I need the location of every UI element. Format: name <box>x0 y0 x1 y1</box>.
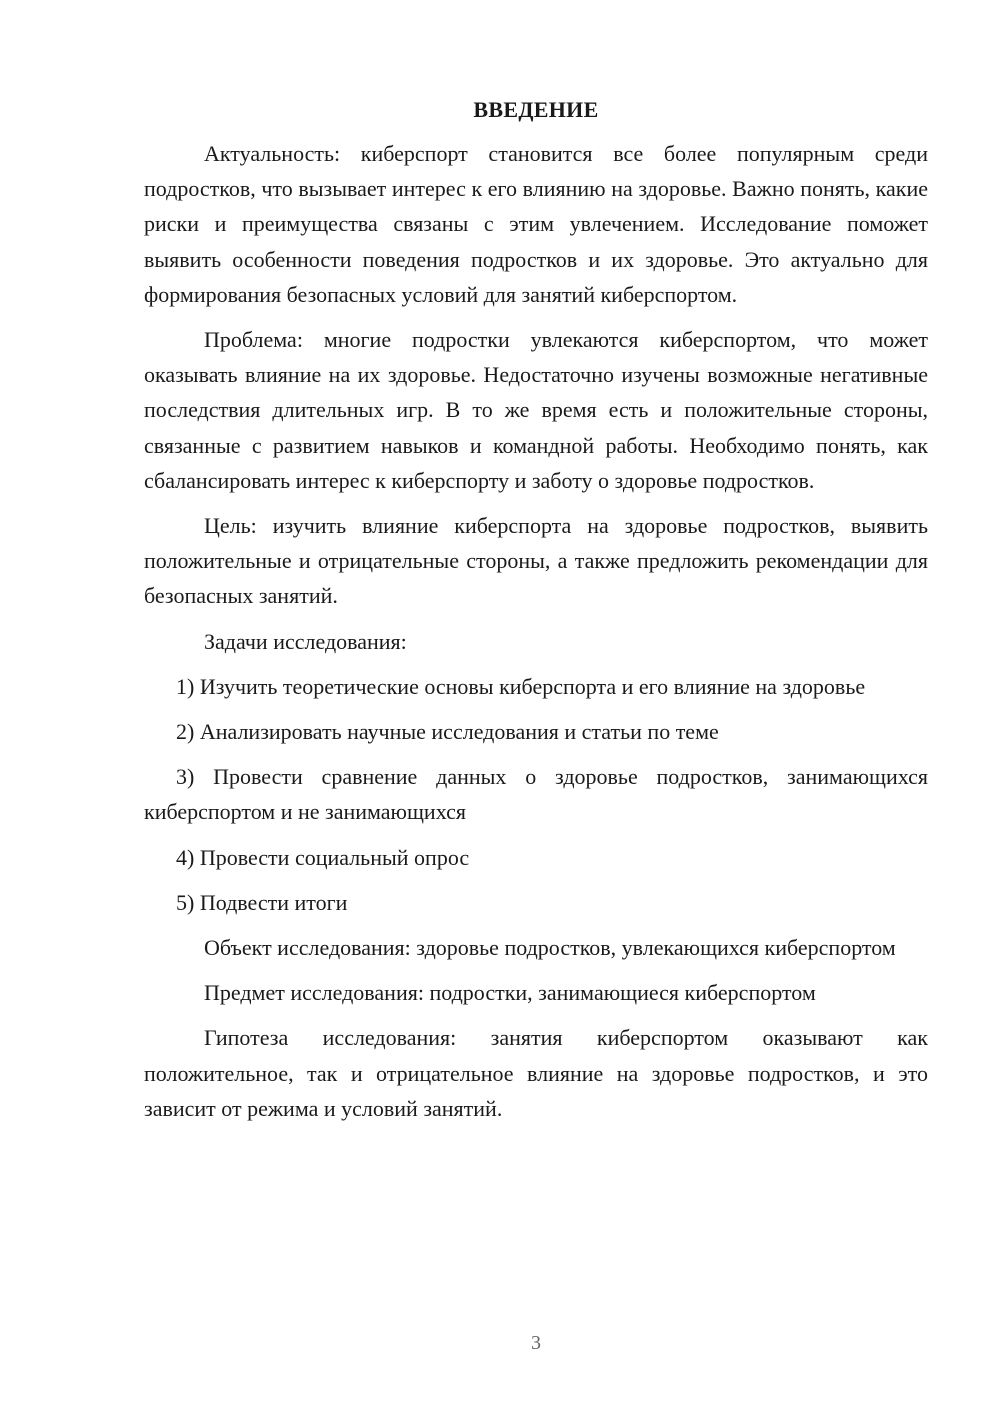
task-item: 2) Анализировать научные исследования и статьи по теме <box>176 719 719 745</box>
task-item: 1) Изучить теоретические основы киберспорта и его влияние на здоровье <box>176 673 866 699</box>
object-paragraph: Объект исследования: здоровье подростков, увлекающихся киберспортом <box>204 935 896 961</box>
task-item: 5) Подвести итоги <box>176 889 348 915</box>
problem-paragraph: Проблема: многие подростки увлекаются киберспортом, что может оказывать влияние на их здоровье. Недостаточно изучены возможные негативные последствия длительных игр. В то же время есть и положительные стороны, связанные с развитием навыков и командной работы. Необходимо понять, как сбалансировать интерес к киберспорту и заботу о здоровье подростков. <box>144 327 928 493</box>
page-content <box>144 94 928 1136</box>
task-item: 3) Провести сравнение данных о здоровье подростков, занимающихся киберспортом и не занимающихся <box>144 764 928 825</box>
page-title: ВВЕДЕНИЕ <box>473 97 599 122</box>
task-item: 4) Провести социальный опрос <box>176 844 470 870</box>
goal-paragraph: Цель: изучить влияние киберспорта на здоровье подростков, выявить положительные и отрицательные стороны, а также предложить рекомендации для безопасных занятий. <box>144 513 928 609</box>
page-number: 3 <box>531 1332 541 1354</box>
tasks-heading: Задачи исследования: <box>204 628 407 654</box>
relevance-paragraph: Актуальность: киберспорт становится все более популярным среди подростков, что вызывает интерес к его влиянию на здоровье. Важно понять, какие риски и преимущества связаны с этим увлечением. Исследование поможет выявить особенности поведения подростков и их здоровье. Это актуально для формирования безопасных условий для занятий киберспортом. <box>144 141 928 307</box>
hypothesis-paragraph: Гипотеза исследования: занятия киберспортом оказывают как положительное, так и отрицательное влияние на здоровье подростков, и это зависит от режима и условий занятий. <box>144 1025 928 1121</box>
subject-paragraph: Предмет исследования: подростки, занимающиеся киберспортом <box>204 980 816 1006</box>
